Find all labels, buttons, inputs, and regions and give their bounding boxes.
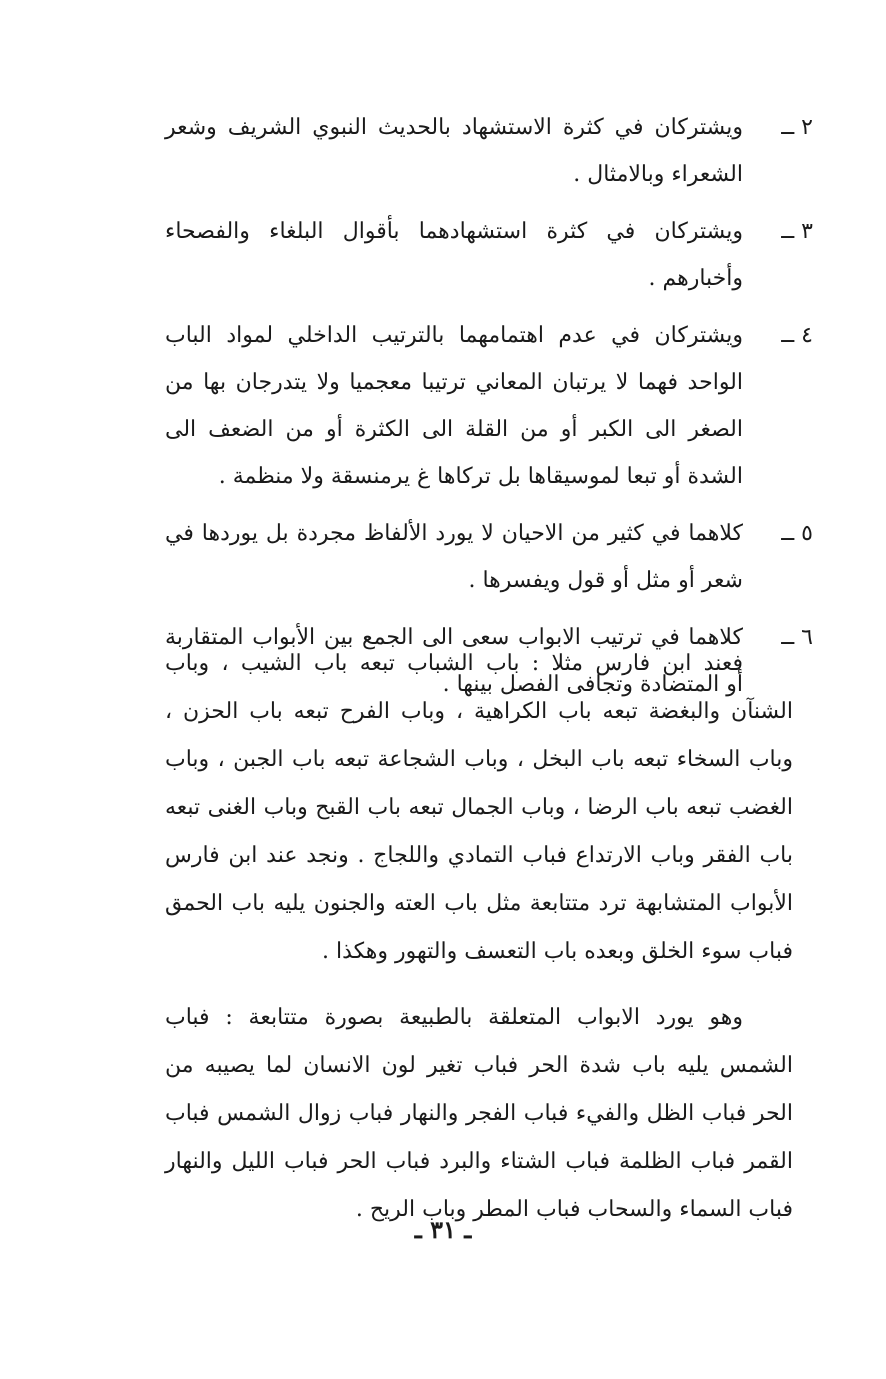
item-number: ٥ ــ — [781, 521, 813, 546]
list-item — [165, 208, 813, 302]
list-item — [165, 312, 813, 500]
item-number: ٢ ــ — [781, 115, 813, 140]
item-text: كلاهما في ترتيب الابواب سعى الى الجمع بين الأبواب المتقاربة أو المتضادة وتجافى الفصل بينها . — [165, 625, 743, 697]
body-paragraph: وهو يورد الابواب المتعلقة بالطبيعة بصورة متتابعة : فباب الشمس يليه باب شدة الحر فباب تغير لون الانسان لما يصيبه من الحر فباب الظل والفيء فباب الفجر والنهار فباب زوال الشمس فباب القمر فباب الظلمة فباب الشتاء والبرد فباب الحر فباب الليل والنهار فباب السماء والسحاب فباب المطر وباب الريح . — [165, 1005, 793, 1222]
item-text: ويشتركان في عدم اهتمامهما بالترتيب الداخلي لمواد الباب الواحد فهما لا يرتبان المعاني ترتيبا معجميا ولا يتدرجان بها من الصغر الى الكبر أو من القلة الى الكثرة أو من الضعف الى الشدة أو تبعا لموسيقاها بل تركاها غ يرمنسقة ولا منظمة . — [165, 323, 743, 489]
item-text: ويشتركان في كثرة الاستشهاد بالحديث النبوي الشريف وشعر الشعراء وبالامثال . — [165, 115, 743, 187]
paragraph-section — [165, 640, 793, 1234]
item-text: ويشتركان في كثرة استشهادهما بأقوال البلغاء والفصحاء وأخبارهم . — [165, 219, 743, 291]
item-number: ٣ ــ — [781, 219, 813, 244]
numbered-list — [165, 104, 813, 708]
item-number: ٤ ــ — [781, 323, 813, 348]
item-text: كلاهما في كثير من الاحيان لا يورد الألفاظ مجردة بل يوردها في شعر أو مثل أو قول ويفسرها . — [165, 521, 743, 593]
list-item — [165, 510, 813, 604]
page-number: ـ ٣١ ـ — [414, 1215, 472, 1244]
item-number: ٦ ــ — [781, 625, 813, 650]
list-item — [165, 104, 813, 198]
body-paragraph: فعند ابن فارس مثلا : باب الشباب تبعه باب الشيب ، وباب الشنآن والبغضة تبعه باب الكراهية ، وباب الفرح تبعه باب الحزن ، وباب السخاء تبعه باب البخل ، وباب الشجاعة تبعه باب الجبن ، وباب الغضب تبعه باب الرضا ، وباب الجمال تبعه باب القبح وباب الغنى تبعه باب الفقر وباب الارتداع فباب التمادي واللجاج . ونجد عند ابن فارس الأبواب المتشابهة ترد متتابعة مثل باب العته والجنون يليه باب الحمق فباب سوء الخلق وبعده باب التعسف والتهور وهكذا . — [165, 651, 793, 964]
